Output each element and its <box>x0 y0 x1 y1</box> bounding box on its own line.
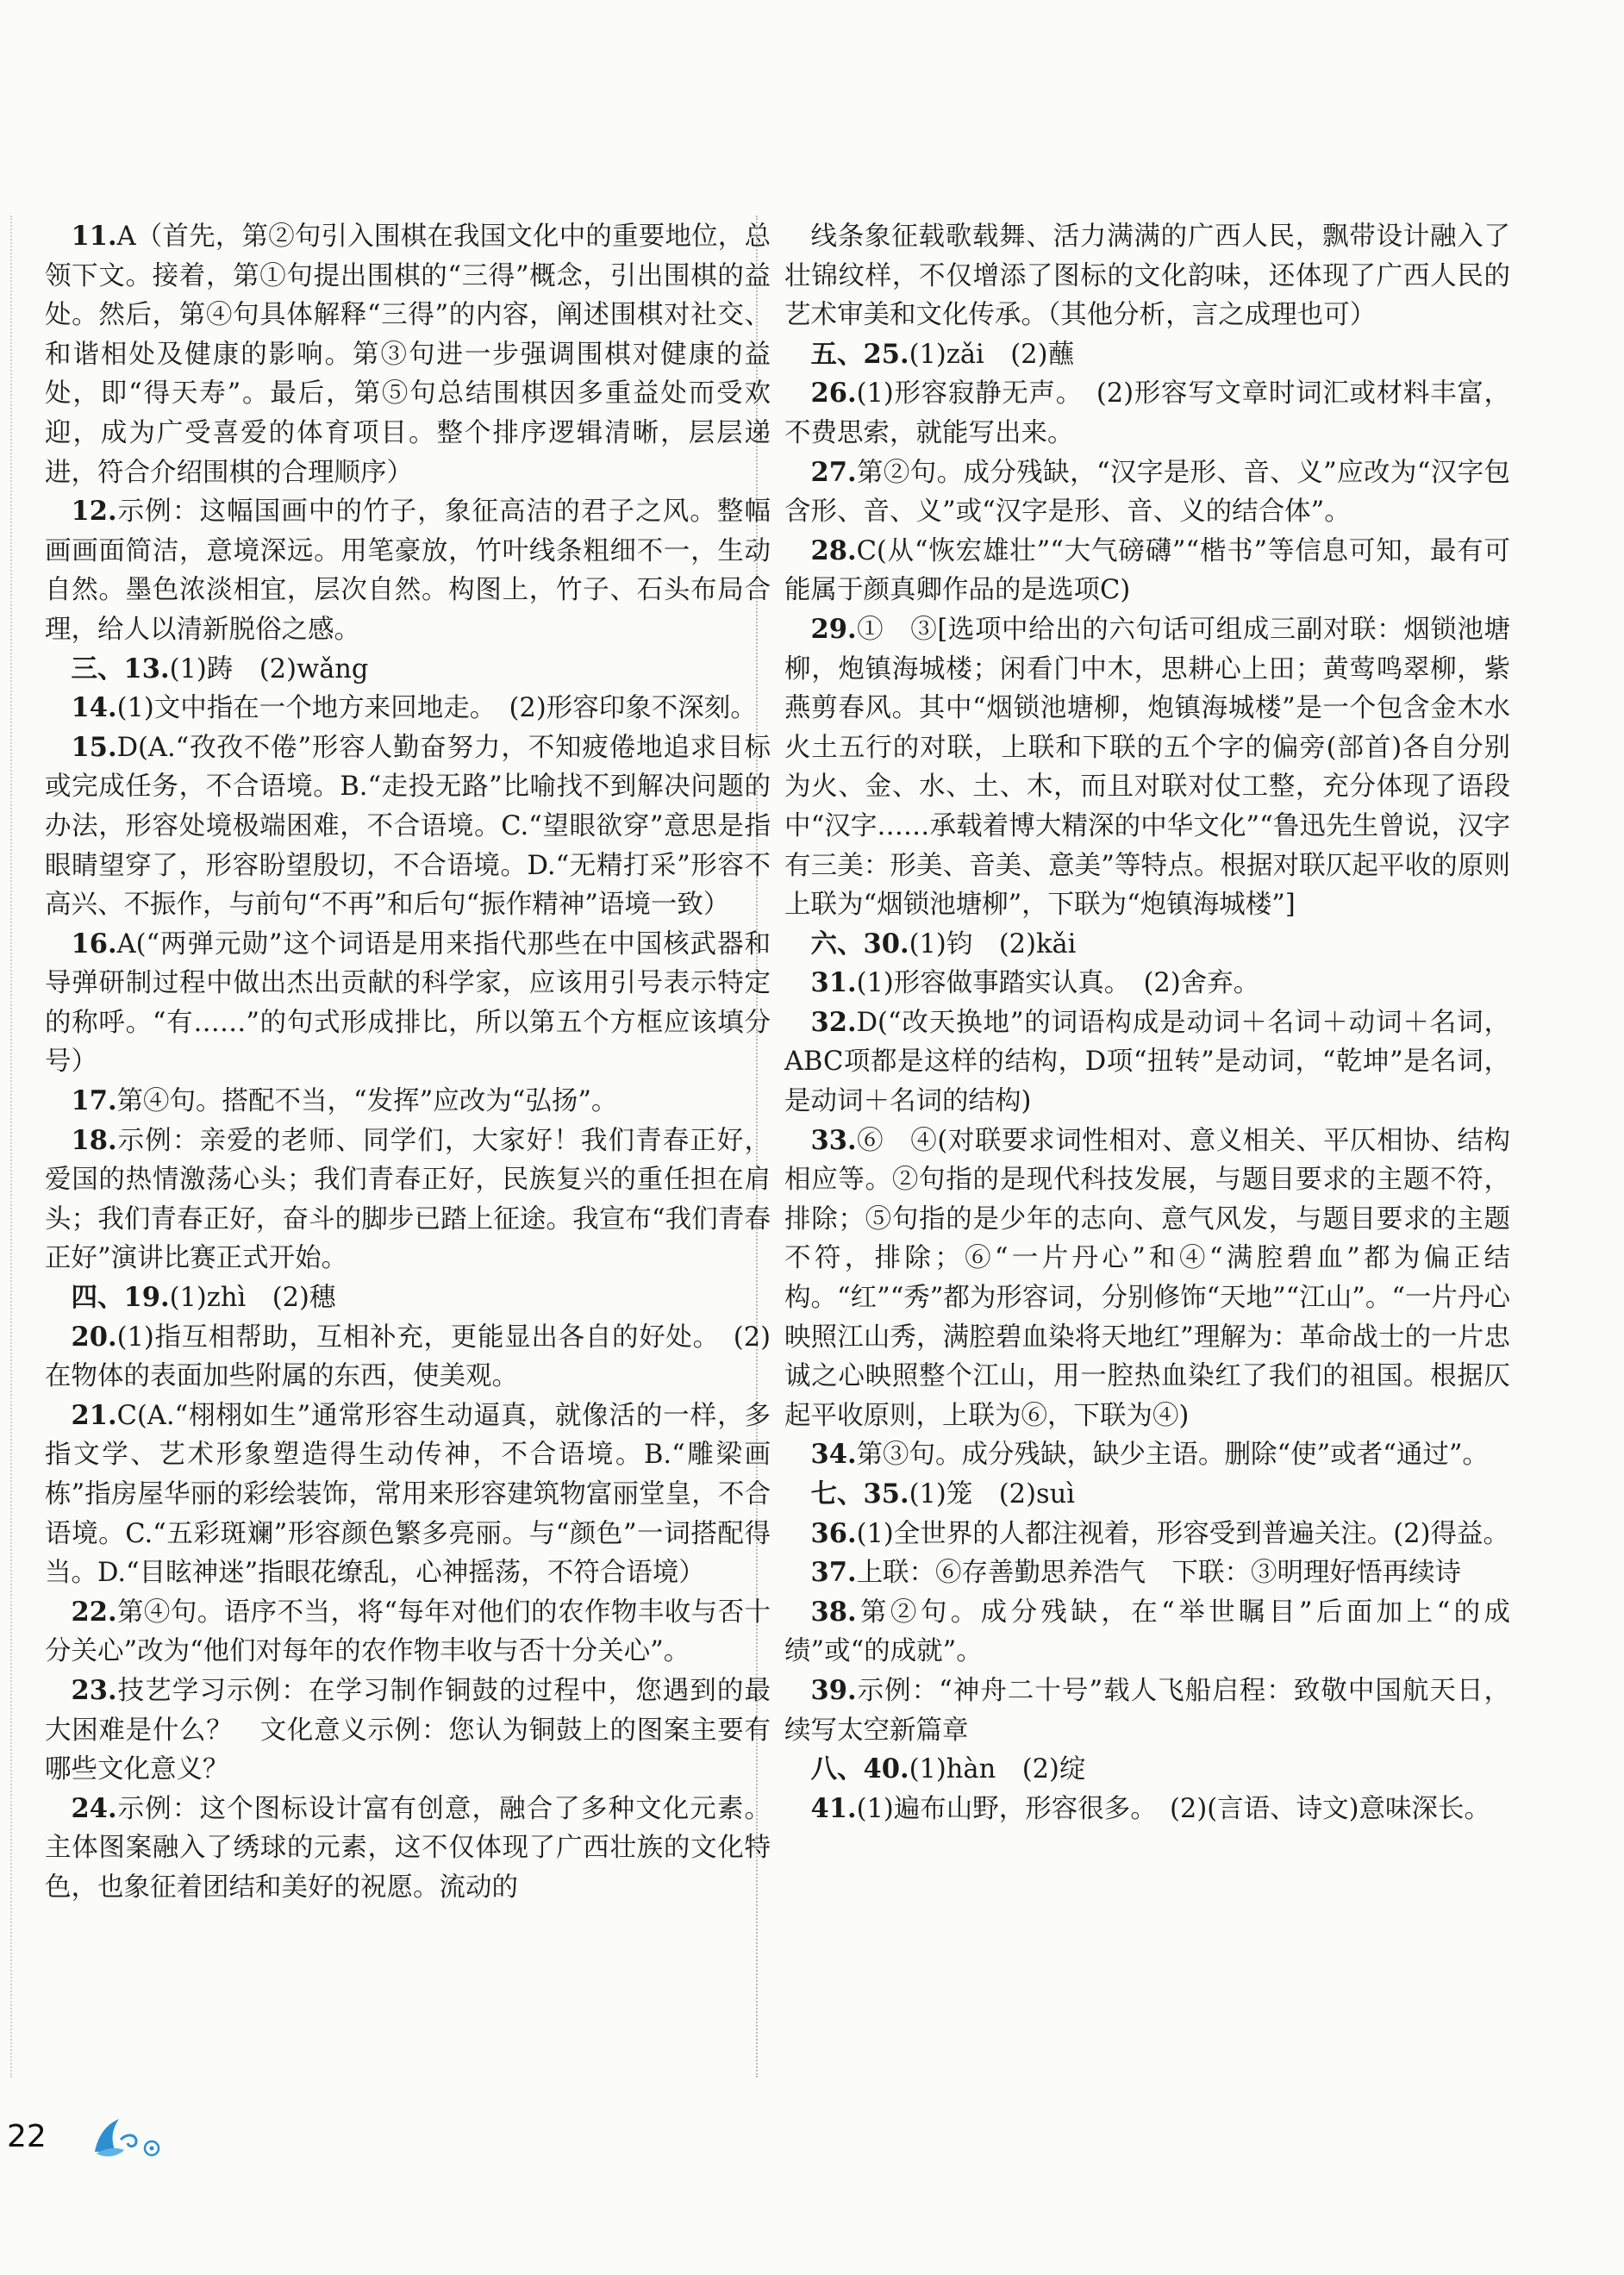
answer-number: 32. <box>810 1006 857 1038</box>
answer-number: 五、25. <box>810 338 909 370</box>
answer-number: 14. <box>71 692 117 724</box>
answer-item <box>45 492 771 649</box>
answer-item <box>45 925 771 1082</box>
answer-number: 六、30. <box>810 928 909 959</box>
answer-number: 33. <box>810 1124 857 1156</box>
answer-number: 36. <box>810 1517 857 1549</box>
answer-text: 示例：这幅国画中的竹子，象征高洁的君子之风。整幅画画面简洁，意境深远。用笔豪放，竹叶线条粗细不一，生动自然。墨色浓淡相宜，层次自然。构图上，竹子、石头布局合理，给人以清新脱俗之感。 <box>45 497 771 645</box>
answer-item <box>45 689 771 728</box>
answer-text: 第④句。语序不当，将“每年对他们的农作物丰收与否十分关心”改为“他们对每年的农作物丰收与否十分关心”。 <box>45 1597 771 1667</box>
answer-item <box>45 1318 771 1397</box>
answer-item <box>45 1397 771 1593</box>
answer-text: (1)遍布山野，形容很多。 (2)(言语、诗文)意味深长。 <box>856 1793 1491 1824</box>
answer-item <box>784 374 1510 453</box>
answer-item <box>784 925 1510 965</box>
answer-number: 18. <box>71 1124 117 1156</box>
answer-item <box>784 1553 1510 1593</box>
answer-text: D(“改天换地”的词语构成是动词＋名词＋动词＋名词，ABC项都是这样的结构，D项“扭转”是动词，“乾坤”是名词，是动词＋名词的结构) <box>784 1007 1510 1117</box>
answer-text: C(A.“栩栩如生”通常形容生动逼真，就像活的一样，多指文学、艺术形象塑造得生动传神，不合语境。B.“雕梁画栋”指房屋华丽的彩绘装饰，常用来形容建筑物富丽堂皇，不合语境。C.“五彩斑斓”形容颜色繁多亮丽。与“颜色”一词搭配得当。D.“目眩神迷”指眼花缭乱，心神摇荡，不符合语境） <box>45 1400 771 1589</box>
answer-item <box>784 1003 1510 1122</box>
answer-text: (1)zǎi (2)蘸 <box>909 339 1074 370</box>
answer-text: 第②句。成分残缺，在“举世瞩目”后面加上“的成绩”或“的成就”。 <box>784 1597 1510 1667</box>
answer-text: (1)踌 (2)wǎng <box>169 653 369 684</box>
answer-item <box>784 335 1510 375</box>
answer-number: 23. <box>71 1674 117 1706</box>
answer-number: 39. <box>810 1674 857 1706</box>
answer-item <box>45 1790 771 1908</box>
answer-number: 21. <box>71 1399 117 1431</box>
answer-text: 上联：⑥存善勤思养浩气 下联：③明理好悟再续诗 <box>856 1558 1462 1589</box>
answer-number: 37. <box>810 1557 857 1589</box>
answer-number: 38. <box>810 1596 857 1628</box>
answer-number: 41. <box>810 1792 857 1824</box>
left-margin-rule <box>10 216 12 2078</box>
answer-item <box>45 217 771 492</box>
answer-text: 第②句。成分残缺，“汉字是形、音、义”应改为“汉字包含形、音、义”或“汉字是形、音、义的结合体”。 <box>784 457 1510 528</box>
answer-text: (1)hàn (2)绽 <box>909 1754 1086 1785</box>
answer-number: 12. <box>71 496 117 528</box>
answer-number: 22. <box>71 1596 117 1628</box>
answer-text: 示例：亲爱的老师、同学们，大家好！我们青春正好，爱国的热情激荡心头；我们青春正好，民族复兴的重任担在肩头；我们青春正好，奋斗的脚步已踏上征途。我宣布“我们青春正好”演讲比赛正式开始。 <box>45 1125 771 1274</box>
answer-item <box>784 1515 1510 1554</box>
answer-text: 线条象征载歌载舞、活力满满的广西人民，飘带设计融入了壮锦纹样，不仅增添了图标的文化韵味，还体现了广西人民的艺术审美和文化传承。（其他分析，言之成理也可） <box>784 222 1510 331</box>
answer-text: 示例：这个图标设计富有创意，融合了多种文化元素。主体图案融入了绣球的元素，这不仅体现了广西壮族的文化特色，也象征着团结和美好的祝愿。流动的 <box>45 1793 771 1903</box>
answer-item <box>45 650 771 690</box>
answer-text: C(从“恢宏雄壮”“大气磅礴”“楷书”等信息可知，最有可能属于颜真卿作品的是选项C) <box>784 535 1510 606</box>
answer-item <box>784 217 1510 335</box>
answer-item <box>784 1790 1510 1829</box>
answer-item <box>45 1082 771 1122</box>
answer-item <box>784 1750 1510 1790</box>
answer-text: ⑥ ④(对联要求词性相对、意义相关、平仄相协、结构相应等。②句指的是现代科技发展，与题目要求的主题不符，排除；⑤句指的是少年的志向、意气风发，与题目要求的主题不符，排除；⑥“一片丹心”和④“满腔碧血”都为偏正结构。“红”“秀”都为形容词，分别修饰“天地”“江山”。“一片丹心映照江山秀，满腔碧血染将天地红”理解为：革命战士的一片忠诚之心映照整个江山，用一腔热血染红了我们的祖国。根据仄起平收原则，上联为⑥，下联为④) <box>784 1125 1510 1431</box>
answer-number: 34. <box>810 1439 857 1471</box>
answer-text: 第④句。搭配不当，“发挥”应改为“弘扬”。 <box>116 1086 618 1117</box>
answer-number: 11. <box>71 221 117 252</box>
answer-text: 示例：“神舟二十号”载人飞船启程：致敬中国航天日，续写太空新篇章 <box>784 1675 1510 1746</box>
answer-number: 29. <box>810 613 857 645</box>
answer-number: 七、35. <box>810 1478 909 1509</box>
answer-item <box>784 1593 1510 1672</box>
answer-item <box>784 964 1510 1003</box>
answer-number: 三、13. <box>71 653 170 684</box>
answer-text: 第③句。成分残缺，缺少主语。删除“使”或者“通过”。 <box>856 1440 1489 1471</box>
answer-text: 技艺学习示例：在学习制作铜鼓的过程中，您遇到的最大困难是什么？ 文化意义示例：您认为铜鼓上的图案主要有哪些文化意义？ <box>45 1675 771 1785</box>
answer-item <box>784 453 1510 532</box>
answer-text: ① ③[选项中给出的六句话可组成三副对联：烟锁池塘柳，炮镇海城楼；闲看门中木，思耕心上田；黄莺鸣翠柳，紫燕剪春风。其中“烟锁池塘柳，炮镇海城楼”是一个包含金木水火土五行的对联，上联和下联的五个字的偏旁(部首)各自分别为火、金、水、土、木，而且对联对仗工整，充分体现了语段中“汉字……承载着博大精深的中华文化”“鲁迅先生曾说，汉字有三美：形美、音美、意美”等特点。根据对联仄起平收的原则上联为“烟锁池塘柳”，下联为“炮镇海城楼”] <box>784 614 1510 921</box>
answer-item <box>45 1278 771 1318</box>
answer-item <box>784 532 1510 610</box>
answer-text: (1)形容做事踏实认真。 (2)舍弃。 <box>856 968 1260 999</box>
answer-item <box>45 1122 771 1278</box>
answer-number: 26. <box>810 378 857 409</box>
answer-number: 17. <box>71 1085 117 1117</box>
leaf-swirl-icon <box>86 2114 172 2162</box>
answer-item <box>45 728 771 925</box>
answer-number: 四、19. <box>71 1282 170 1314</box>
answer-number: 24. <box>71 1792 117 1824</box>
page-number: 22 <box>7 2119 47 2154</box>
answer-text: A（首先，第②句引入围棋在我国文化中的重要地位，总领下文。接着，第①句提出围棋的“三得”概念，引出围棋的益处。然后，第④句具体解释“三得”的内容，阐述围棋对社交、和谐相处及健康的影响。第③句进一步强调围棋对健康的益处，即“得天寿”。最后，第⑤句总结围棋因多重益处而受欢迎，成为广受喜爱的体育项目。整个排序逻辑清晰，层层递进，符合介绍围棋的合理顺序） <box>45 222 771 488</box>
answer-number: 27. <box>810 456 857 488</box>
right-column <box>784 217 1510 1828</box>
answer-item <box>45 1672 771 1790</box>
answer-item <box>784 610 1510 925</box>
answer-number: 28. <box>810 534 857 566</box>
answer-item <box>784 1435 1510 1475</box>
answer-text: D(A.“孜孜不倦”形容人勤奋努力，不知疲倦地追求目标或完成任务，不合语境。B.“走投无路”比喻找不到解决问题的办法，形容处境极端困难，不合语境。C.“望眼欲穿”意思是指眼睛望穿了，形容盼望殷切，不合语境。D.“无精打采”形容不高兴、不振作，与前句“不再”和后句“振作精神”语境一致） <box>45 732 771 921</box>
answer-text: (1)钧 (2)kǎi <box>909 928 1077 959</box>
answer-text: (1)笼 (2)suì <box>909 1479 1076 1509</box>
answer-item <box>784 1122 1510 1436</box>
answer-item <box>784 1672 1510 1750</box>
answer-text: (1)指互相帮助，互相补充，更能显出各自的好处。 (2)在物体的表面加些附属的东西，使美观。 <box>45 1322 771 1392</box>
answer-number: 31. <box>810 967 857 999</box>
answer-item <box>45 1593 771 1672</box>
left-column <box>45 217 771 1908</box>
answer-number: 16. <box>71 928 117 959</box>
answer-text: A(“两弹元勋”这个词语是用来指代那些在中国核武器和导弹研制过程中做出杰出贡献的科学家，应该用引号表示特定的称呼。“有……”的句式形成排比，所以第五个方框应该填分号） <box>45 928 771 1078</box>
answer-text: (1)zhì (2)穗 <box>169 1283 336 1314</box>
answer-number: 八、40. <box>810 1753 909 1785</box>
answer-text: (1)全世界的人都注视着，形容受到普遍关注。(2)得益。 <box>856 1518 1509 1549</box>
answer-number: 20. <box>71 1321 117 1353</box>
answer-text: (1)文中指在一个地方来回地走。 (2)形容印象不深刻。 <box>116 693 757 724</box>
answer-number: 15. <box>71 731 117 763</box>
answer-text: (1)形容寂静无声。 (2)形容写文章时词汇或材料丰富，不费思索，就能写出来。 <box>784 378 1510 448</box>
answer-item <box>784 1475 1510 1515</box>
